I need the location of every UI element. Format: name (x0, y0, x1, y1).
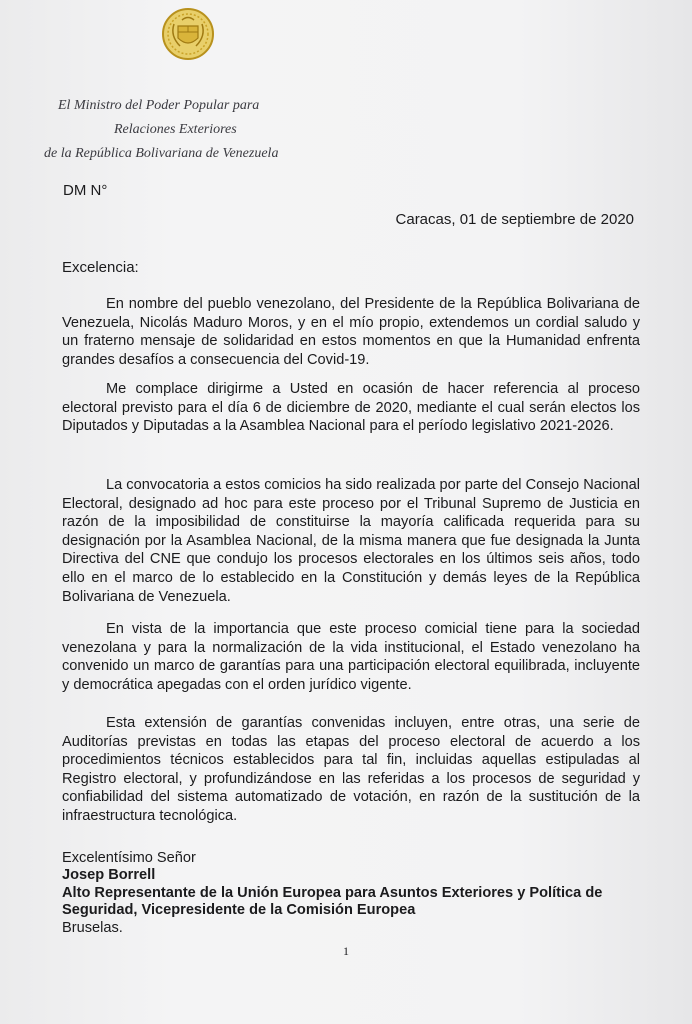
paragraph-2: Me complace dirigirme a Usted en ocasión de hacer referencia al proceso electoral previsto para el día 6 de diciembre de 2020, mediante el cual serán electos los Diputados y Diputadas a la Asamblea Nacional para el período legislativo 2021-2026. (62, 381, 640, 435)
addressee-city: Bruselas. (62, 919, 123, 936)
addressee-salutation: Excelentísimo Señor (62, 850, 196, 866)
greeting: Excelencia: (62, 259, 139, 276)
paragraph-4: En vista de la importancia que este proceso comicial tiene para la sociedad venezolana y para la normalización de la vida institucional, el Estado venezolano ha convenido un marco de garantías para una participación electoral equilibrada, incluyente y democrática apegadas con el orden jurídico vigente. (62, 621, 640, 693)
paragraph-3: La convocatoria a estos comicios ha sido realizada por parte del Consejo Nacional Electoral, designado ad hoc para este proceso por el Tribunal Supremo de Justicia en razón de la imposibilidad de constituirse la mayoría calificada requerida para su designación por la Asamblea Nacional, de la misma manera que fue designada la Junta Directiva del CNE que condujo los procesos electorales en los últimos seis años, todo ello en el marco de lo establecido en la Constitución y demás leyes de la República Bolivariana de Venezuela. (62, 477, 640, 605)
ministry-letterhead (40, 94, 370, 166)
date-line: Caracas, 01 de septiembre de 2020 (395, 211, 634, 228)
letterhead-line-3: de la República Bolivariana de Venezuela (44, 146, 279, 161)
coat-of-arms-seal-icon (160, 6, 216, 62)
page-number: 1 (343, 944, 349, 958)
paragraph-5: Esta extensión de garantías convenidas incluyen, entre otras, una serie de Auditorías previstas en todas las etapas del proceso electoral de acuerdo a los procedimientos técnicos establecidos para tal fin, incluidas aquellas estipuladas al Registro electoral, y profundizándose en las referidas a los procesos de seguridad y confiabilidad del sistema automatizado de votación, en razón de la sustitución de la infraestructura tecnológica. (62, 715, 640, 824)
paragraph-1: En nombre del pueblo venezolano, del Presidente de la República Bolivariana de Venezuela, Nicolás Maduro Moros, y en el mío propio, extendemos un cordial saludo y un fraterno mensaje de solidaridad en estos momentos en que la Humanidad enfrenta grandes desafíos a consecuencia del Covid-19. (62, 296, 640, 368)
letterhead-line-2: Relaciones Exteriores (114, 122, 237, 137)
reference-number: DM N° (63, 182, 108, 199)
addressee-title: Alto Representante de la Unión Europea para Asuntos Exteriores y Política de Seguridad, Vicepresidente de la Comisión Europea (62, 884, 603, 919)
addressee-name: Josep Borrell (62, 867, 156, 884)
addressee-block (62, 850, 642, 937)
letterhead-line-1: El Ministro del Poder Popular para (58, 98, 260, 113)
